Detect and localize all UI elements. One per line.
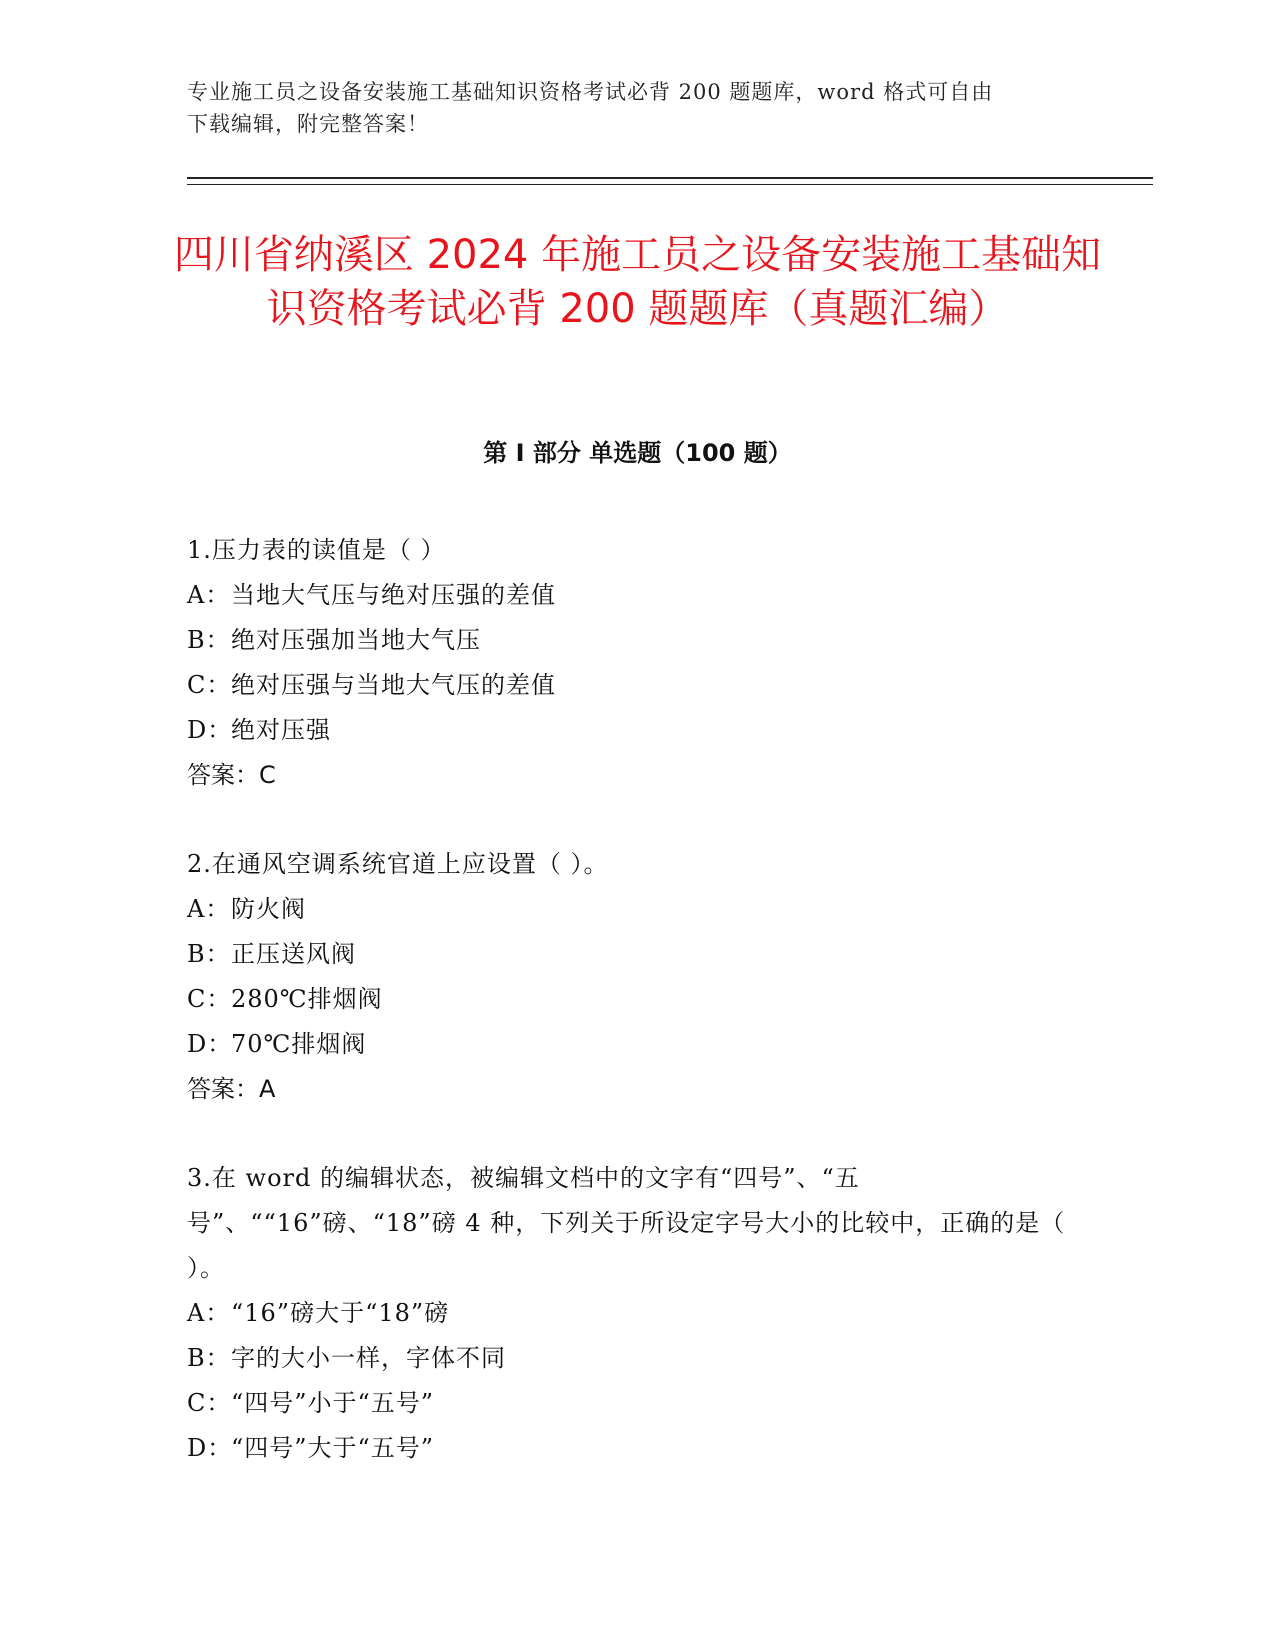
option-a	[187, 573, 1067, 618]
question-stem: 1.压力表的读值是（ ）	[187, 536, 446, 564]
answer: 答案：C	[187, 761, 276, 789]
option-text: “16”磅大于“18”磅	[231, 1299, 450, 1327]
option-key: A：	[187, 895, 231, 923]
document-title: 四川省纳溪区 2024 年施工员之设备安装施工基础知识资格考试必背 200 题题库（真题汇编）	[173, 232, 1102, 332]
option-key: C：	[187, 985, 232, 1013]
option-c	[187, 1381, 1067, 1426]
option-b	[187, 618, 1067, 663]
option-text: 字的大小一样，字体不同	[231, 1344, 506, 1372]
option-text: 70℃排烟阀	[231, 1030, 367, 1058]
option-key: A：	[187, 581, 231, 609]
option-key: C：	[187, 1389, 232, 1417]
answer: 答案：A	[187, 1075, 276, 1103]
option-text: 280℃排烟阀	[231, 985, 383, 1013]
option-key: D：	[187, 716, 233, 744]
option-text: 当地大气压与绝对压强的差值	[231, 581, 556, 609]
option-key: B：	[187, 940, 231, 968]
question-2	[187, 842, 1067, 1112]
question-stem: 3.在 word 的编辑状态，被编辑文档中的文字有“四号”、“五号”、““16”磅、“18”磅 4 种，下列关于所设定字号大小的比较中，正确的是（ ）。	[187, 1164, 1066, 1282]
option-key: D：	[187, 1030, 233, 1058]
option-c	[187, 977, 1067, 1022]
option-d	[187, 708, 1067, 753]
header-divider-thick	[187, 177, 1153, 179]
option-d	[187, 1426, 1067, 1471]
option-text: “四号”小于“五号”	[231, 1389, 435, 1417]
question-stem: 2.在通风空调系统官道上应设置（ ）。	[187, 850, 609, 878]
header-note-line-1: 专业施工员之设备安装施工基础知识资格考试必背 200 题题库，word 格式可自由	[187, 80, 994, 104]
header-note-line-2: 下载编辑，附完整答案！	[187, 112, 429, 136]
option-key: A：	[187, 1299, 231, 1327]
option-key: D：	[187, 1434, 233, 1462]
option-key: B：	[187, 626, 231, 654]
option-text: 绝对压强加当地大气压	[231, 626, 481, 654]
option-text: 正压送风阀	[231, 940, 356, 968]
option-b	[187, 932, 1067, 977]
option-a	[187, 1291, 1067, 1336]
option-c	[187, 663, 1067, 708]
option-b	[187, 1336, 1067, 1381]
option-d	[187, 1022, 1067, 1067]
question-list	[187, 528, 1067, 1515]
question-1	[187, 528, 1067, 798]
option-text: “四号”大于“五号”	[231, 1434, 435, 1462]
question-3	[187, 1156, 1067, 1471]
option-key: B：	[187, 1344, 231, 1372]
section-heading: 第 I 部分 单选题（100 题）	[483, 439, 792, 467]
option-key: C：	[187, 671, 232, 699]
option-a	[187, 887, 1067, 932]
header-note	[187, 76, 1087, 140]
option-text: 绝对压强与当地大气压的差值	[231, 671, 556, 699]
header-divider-thin	[187, 184, 1153, 185]
option-text: 绝对压强	[231, 716, 331, 744]
option-text: 防火阀	[231, 895, 306, 923]
